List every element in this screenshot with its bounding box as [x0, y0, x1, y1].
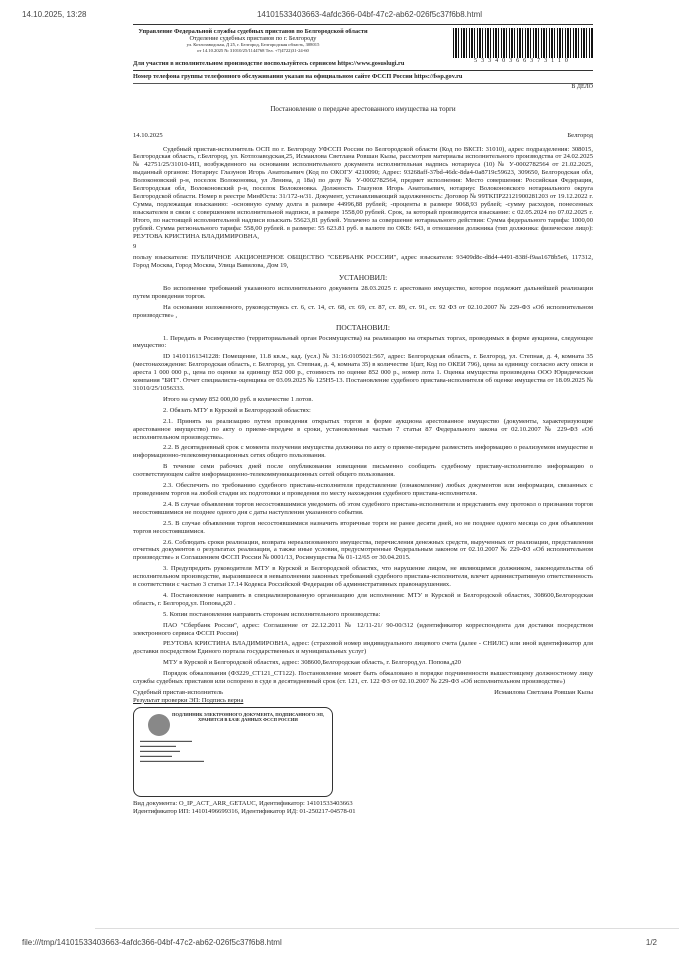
barcode-digits: 53340366373110: [453, 58, 593, 66]
document-type: Вид документа: O_IP_ACT_ARR_GETAUC, Идентификатор: 14101533403663: [133, 799, 353, 807]
resolution-item: 3. Предупредить руководителя МТУ в Курской и Белгородской областях, что нарушение лицом, не являющимся должником, законодательства об исполнительном производстве, выразившееся в невыполнении законных требований судебного пристава-исполнителя, влечет административную ответственность в соответствии с частью 3 статьи 17.14 Кодекса Российской Федерации об административных правонарушениях.: [133, 565, 593, 589]
document-title: Постановление о передаче арестованного имущества на торги: [270, 104, 456, 113]
resolution-item: 2.1. Принять на реализацию путем проведения открытых торгов в форме аукциона арестованное имущество (документы, характеризующие арестованное имущество) по акту о приеме-передаче в сроки, установленные частью 7 статьи 87 Федерального закона от 02.10.2007 № 229-ФЗ «Об исполнительном производстве».: [133, 417, 593, 441]
electronic-signature-stamp: [133, 707, 333, 797]
resolution-item: РЕУТОВА КРИСТИНА ВЛАДИМИРОВНА, адрес: (страховой номер индивидуального лицевого счета (далее - СНИЛС) или иной идентификатор для доставки посредством Единого портала государственных и муниципальных услуг): [133, 640, 593, 656]
legal-basis-paragraph: На основании изложенного, руководствуясь ст. 6, ст. 14, ст. 68, ст. 69, ст. 87, ст. 89, ст. 91, ст. 92 ФЗ от 02.10.2007 № 229-ФЗ «Об исполнительном производстве» ,: [133, 303, 593, 319]
stamp-details: ▬▬▬▬▬▬▬▬▬▬▬▬▬ ▬▬▬▬▬▬▬▬▬ ▬▬▬▬▬▬▬▬▬▬ ▬▬▬▬▬▬▬▬ ▬▬▬▬▬▬▬▬▬▬▬▬▬▬▬▬: [140, 737, 204, 763]
gosuslugi-note: Для участия в исполнительном производстве воспользуйтесь сервисом https://www.gosuslugi.ru: [133, 58, 593, 71]
document-identifiers: Идентификатор ИП: 14101496699316, Идентификатор ИД: 01-250217-04578-01: [133, 807, 356, 815]
resolution-item: 4. Постановление направить в специализированную организацию для исполнения: МТУ в Курской и Белгородской областях, 308600,Белгородская область, г. Белгород,ул. Попова,д20 .: [133, 591, 593, 607]
print-page-title: 14101533403663-4afdc366-04bf-47c2-ab62-026f5c37f6b8.html: [256, 10, 483, 19]
resolution-item: 1. Передать в Росимущество (территориальный орган Росимущества) на реализацию на открытых торгах, проводимых в форме аукциона, следующее имущество:: [133, 334, 593, 350]
resolution-item: 2.2. В десятидневный срок с момента получения имущества должника по акту о приеме-передаче разместить информацию о реализуемом имуществе в информационно-телекоммуникационных сетях общего пользования.: [133, 444, 593, 460]
resolution-item: 2.4. В случае объявления торгов несостоявшимися уведомить об этом судебного пристава-исполнителя и представить ему протокол о признании торгов несостоявшимися не позднее одного дня с даты наступления указанного события.: [133, 500, 593, 516]
separator-mark: 9: [133, 243, 137, 251]
coat-of-arms-icon: [148, 714, 170, 736]
org-reference: от 14.10.2025 № 31010/25/1144768 Тел. +7(4722)31-24-60: [197, 47, 309, 53]
org-address: ул. Котлозаводская, Д 25, г. Белгород, Белгородская область, 308015: [186, 42, 320, 47]
signer-role: Судебный пристав-исполнитель: [133, 689, 224, 696]
org-name: Управление Федеральной службы судебных приставов по Белгородской области: [138, 28, 368, 35]
stamp-title: ПОДЛИННИК ЭЛЕКТРОННОГО ДОКУМЕНТА, ПОДПИСАННОГО ЭП, ХРАНИТСЯ В БАЗЕ ДАННЫХ ФССП РОССИИ: [172, 711, 324, 722]
to-case: В ДЕЛО: [571, 83, 593, 90]
barcode: [453, 28, 593, 65]
resolved-heading: ПОСТАНОВИЛ:: [336, 322, 390, 332]
resolution-item: ID 14101161341228: Помещение, 11.8 кв.м., кад. (усл.) № 31:16:0105021:567, адрес: Белгородская область, г. Белгород, ул. Степная, д. 4, комната 35 (местонахождение: Белгородская область, г. Белгород, ул. Степная, д. 4, комната 35) в количестве 1(шт, Код по ОКЕИ 796), цена за единицу согласно акту описи и ареста 1 000 000 р., цена по оценке за единицу 852 000 р., стоимость по оценке 852 000 р., номер лота 1. Оценка имущества произведена ООО Юридическая компания "БИТ". Отчет специалиста-оценщика от 03.09.2025 № 125Н5-13. Постановление судебного пристава-исполнителя об оценке имущества от 18.09.2025 № 31010/25/1056333.: [133, 353, 593, 392]
signer-name: Исмаилова Светлана Ровшан Кызы: [494, 689, 593, 696]
established-paragraph: Во исполнение требований указанного исполнительного документа 28.03.2025 г. арестовано имущество, которое подлежит дальнейшей реализации путем проведения торгов.: [133, 285, 593, 300]
resolution-item: МТУ в Курской и Белгородской областях, адрес: 308600,Белгородская область, г. Белгород,ул. Попова,д20: [163, 659, 461, 667]
creditor-paragraph: пользу взыскателя: ПУБЛИЧНОЕ АКЦИОНЕРНОЕ ОБЩЕСТВО "СБЕРБАНК РОССИИ", адрес взыскателя: 93409d8c-d8d4-4491-838f-f9aa1678b5e6, 117312, Город Москва, Город Москва, Улица Вавилова, Дом 19,: [133, 254, 593, 270]
print-file-url: file:///tmp/14101533403663-4afdc366-04bf-47c2-ab62-026f5c37f6b8.html: [22, 938, 282, 947]
established-heading: УСТАНОВИЛ:: [338, 273, 388, 283]
organization-block: [133, 28, 373, 58]
document-date: 14.10.2025: [133, 131, 163, 139]
print-page-count: 1/2: [645, 938, 657, 947]
resolution-item: 2. Обязать МТУ в Курской и Белгородской областях:: [163, 406, 311, 414]
org-department: Отделение судебных приставов по г. Белгороду: [189, 35, 317, 42]
resolution-item: 2.6. Соблюдать сроки реализации, возврата нереализованного имущества, перечисления денежных средств, вырученных от реализации, представления отчетных документов о результатах реализации, а также иные условия, предусмотренные Федеральным законом от 02.10.2007 № 229-ФЗ «Об исполнительном производстве» и Соглашением ФССП России № 0001/13, Росимущества № 01-12/65 от 30.04.2015.: [133, 538, 593, 562]
intro-paragraph: Судебный пристав-исполнитель ОСП по г. Белгороду УФССП России по Белгородской области (Код по ВКСП: 31010), адрес подразделения: 308015, Белгородская область, г.Белгород, ул. Котлозаводская,25, Исмаилова Светлана Ровшан Кызы, рассмотрев материалы исполнительного производства от 24.02.2025 № 42751/25/31010-ИП, возбужденного на основании исполнительного документа исполнительная надпись нотариуса (10) № У-0002782564 от 21.02.2025, выданный органом: Нотариус Глазунов Игорь Анатольевич (Код по ОКОГУ 4210090; Адрес: 93268aff-37bd-46dc-8da4-0a8719c59623, 309650, Белгородская обл, Волоконовский р-н, поселок Волоконовка, ул Ленина, д 18а) по делу № У-0002782564, предмет исполнения: Место совершения: Российская Федерация, Белгородская обл, Волоконовский р-н, поселок Волоконовка. Должность Глазунов Игорь Анатольевич, нотариус Волоконовского нотариального округа Белгородской области. Номер в реестре МинЮста: 31/172-н/31. Документ, устанавливающий задолженность: Договор № 99TKПР22121900281203 от 19.12.2022 г. Сумма, подлежащая взысканию: -основную сумму долга в размере 44996,88 рублей; -проценты в размере 9068,93 рублей; -сумму расходов, понесенных взыскателем в связи с совершением исполнительной надписи, в размере 1558,00 рублей. Срок, за который производится взыскание: с 02.05.2024 по 07.02.2025 г. Итого, по настоящей исполнительной надписи взыскать 55623,81 рублей. Уплачено за совершение нотариального действия: Сумма федерального тарифа: 1000,00 рублей. Сумма регионального тарифа: 558,00 рублей. в размере: 55 623.81 руб. в валюте по ОКВ: 643, в отношении должника (тип должника: физическое лицо): РЕУТОВА КРИСТИНА ВЛАДИМИРОВНА,: [133, 145, 593, 240]
resolution-item: В течение семи рабочих дней после опубликования извещения письменно сообщить судебному приставу-исполнителю информацию о соответствующем сайте информационно-телекоммуникационных сетей общего пользования.: [133, 463, 593, 479]
print-datetime: 14.10.2025, 13:28: [22, 10, 87, 19]
resolution-items: [133, 335, 593, 686]
document: [133, 24, 593, 816]
resolution-item: Порядок обжалования (ФЗ229_СТ121_СТ122). Постановление может быть обжаловано в порядке подчиненности вышестоящему должностному лицу службы судебных приставов или оспорено в суде в десятидневный срок (ст. 121, ст. 122 ФЗ от 02.10.2007 № 229-ФЗ «Об исполнительном производстве»): [133, 670, 593, 686]
resolution-item: 2.5. В случае объявления торгов несостоявшимися назначить вторичные торги не ранее десяти дней, но не позднее одного месяца со дня объявления торгов несостоявшимися.: [133, 519, 593, 535]
resolution-item: 2.3. Обеспечить по требованию судебного пристава-исполнителя представление (ознакомление) любых документов или информации, связанных с проведением торгов на любой стадии их подготовки и проведения по месту нахождения судебного пристава-исполнителя.: [133, 482, 593, 497]
resolution-item: Итого на сумму 852 000,00 руб. в количестве 1 лотов.: [163, 395, 313, 403]
phone-note: Номер телефона группы телефонного обслуживания указан на официальном сайте ФССП России https://fssp.gov.ru: [133, 71, 593, 84]
resolution-item: ПАО "Сбербанк России", адрес: Соглашение от 22.12.2011 № 12/11-21/ 90-00/312 (идентификатор корреспондента для доставки посредством электронного сервиса ФССП России): [133, 621, 593, 637]
resolution-item: 5. Копии постановления направить сторонам исполнительного производства:: [163, 610, 381, 618]
signature-check-result: Результат проверки ЭП: Подпись верна: [133, 696, 244, 704]
document-city: Белгород: [567, 131, 593, 139]
